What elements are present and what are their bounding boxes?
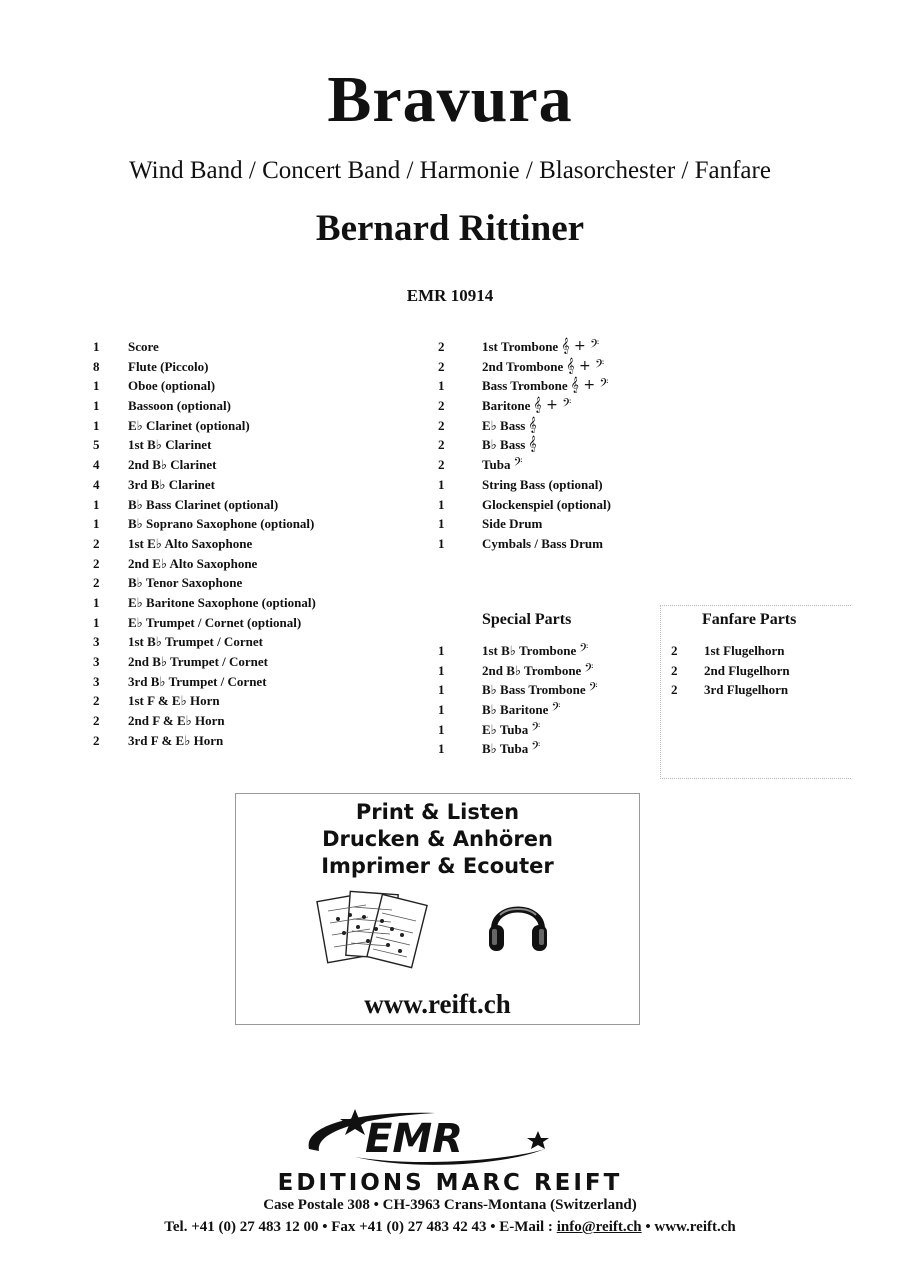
clef-icon: 𝄞 — [528, 436, 537, 453]
part-name: E♭ Baritone Saxophone (optional) — [128, 594, 316, 610]
part-name: 2nd B♭ Clarinet — [128, 457, 217, 473]
fanfare-parts-list — [671, 641, 790, 700]
part-quantity: 1 — [93, 339, 100, 354]
promo-line-print: Print & Listen — [355, 800, 520, 824]
instrument-row — [438, 641, 598, 661]
part-quantity: 4 — [93, 457, 100, 473]
clef-icon: 𝄞 + 𝄢 — [566, 357, 605, 374]
instrument-row — [438, 396, 611, 416]
part-name: Bassoon (optional) — [128, 398, 231, 414]
clef-icon: 𝄢 — [531, 740, 541, 757]
instrument-row — [671, 641, 790, 661]
instrument-row — [93, 554, 316, 574]
part-quantity: 2 — [438, 417, 445, 433]
part-name: 3rd Flugelhorn — [704, 682, 789, 698]
clef-icon: 𝄢 — [579, 642, 589, 658]
part-name: 2nd Flugelhorn — [704, 662, 790, 678]
promo-line-drucken: Drucken & Anhören — [322, 827, 553, 851]
instrument-row — [438, 416, 611, 436]
part-quantity: 1 — [93, 496, 100, 512]
part-name: Cymbals / Bass Drum — [482, 535, 603, 551]
instrument-row — [93, 514, 316, 534]
instrument-row — [93, 495, 316, 515]
part-quantity: 1 — [438, 741, 445, 757]
part-quantity: 1 — [93, 417, 100, 433]
instrument-row — [438, 534, 611, 554]
instrument-row — [93, 731, 316, 751]
instrument-row — [93, 337, 316, 357]
part-name: B♭ Bass Trombone — [482, 682, 586, 698]
part-quantity: 1 — [438, 535, 445, 551]
part-quantity: 1 — [438, 682, 445, 698]
instrument-list-left — [93, 337, 316, 750]
instrument-row — [93, 632, 316, 652]
part-quantity: 1 — [438, 378, 445, 394]
part-quantity: 2 — [93, 693, 100, 709]
part-name: B♭ Tuba — [482, 741, 529, 757]
part-name: 1st Flugelhorn — [704, 643, 785, 658]
catalog-number: EMR 10914 — [406, 286, 494, 305]
part-name: 1st B♭ Clarinet — [128, 437, 212, 453]
instrument-row — [93, 435, 316, 455]
publisher-address: Case Postale 308 • CH-3963 Crans-Montana (Switzerland) — [263, 1197, 637, 1213]
emr-logo-text: EMR — [365, 1116, 463, 1162]
clef-icon: 𝄢 — [513, 456, 523, 473]
instrument-row — [438, 700, 598, 720]
emr-logo — [295, 1105, 565, 1170]
part-quantity: 2 — [671, 662, 678, 678]
instrument-row — [93, 376, 316, 396]
instrument-row — [93, 416, 316, 436]
instrument-row — [93, 613, 316, 633]
part-quantity: 1 — [438, 643, 445, 658]
score-title: Bravura — [327, 63, 573, 136]
instrument-row — [438, 495, 611, 515]
part-quantity: 1 — [438, 516, 445, 532]
part-name: 3rd B♭ Trumpet / Cornet — [128, 673, 267, 689]
instrument-row — [93, 455, 316, 475]
clef-icon: 𝄞 + 𝄢 — [533, 397, 572, 414]
part-name: 1st B♭ Trombone — [482, 643, 577, 658]
part-quantity: 2 — [438, 339, 445, 354]
clef-icon: 𝄢 — [551, 701, 561, 718]
clef-icon: 𝄢 — [588, 681, 598, 698]
part-name: 3rd B♭ Clarinet — [128, 476, 216, 492]
instrument-row — [438, 739, 598, 759]
part-quantity: 3 — [93, 634, 100, 650]
instrument-row — [438, 435, 611, 455]
instrument-row — [438, 337, 611, 357]
instrument-row — [438, 455, 611, 475]
part-name: Tuba — [482, 457, 511, 473]
part-name: E♭ Tuba — [482, 721, 529, 737]
part-name: 1st Trombone — [482, 339, 559, 354]
instrument-row — [671, 680, 790, 700]
instrument-row — [438, 661, 598, 681]
clef-icon: 𝄢 — [531, 720, 541, 737]
part-quantity: 2 — [438, 398, 445, 414]
part-quantity: 2 — [671, 682, 678, 698]
promo-url-link[interactable]: www.reift.ch — [364, 989, 511, 1019]
part-quantity: 2 — [438, 437, 445, 453]
part-quantity: 1 — [438, 662, 445, 678]
part-name: 2nd B♭ Trombone — [482, 662, 582, 678]
part-quantity: 1 — [93, 516, 100, 532]
instrument-row — [438, 357, 611, 377]
instrument-row — [438, 720, 598, 740]
part-name: E♭ Bass — [482, 417, 526, 433]
ensemble-subtitle: Wind Band / Concert Band / Harmonie / Blasorchester / Fanfare — [129, 157, 771, 184]
instrument-row — [93, 396, 316, 416]
instrument-row — [438, 514, 611, 534]
part-name: 3rd F & E♭ Horn — [128, 732, 224, 748]
special-parts-list — [438, 641, 598, 759]
part-quantity: 1 — [93, 378, 100, 394]
part-name: 2nd Trombone — [482, 358, 564, 374]
part-name: Side Drum — [482, 516, 543, 532]
part-name: B♭ Baritone — [482, 702, 549, 718]
part-quantity: 1 — [93, 614, 100, 630]
clef-icon: 𝄞 + 𝄢 — [561, 338, 600, 354]
part-quantity: 4 — [93, 476, 100, 492]
instrument-row — [93, 475, 316, 495]
instrument-row — [93, 573, 316, 593]
part-quantity: 2 — [93, 535, 100, 551]
instrument-row — [93, 593, 316, 613]
part-quantity: 1 — [438, 496, 445, 512]
publisher-name: EDITIONS MARC REIFT — [277, 1170, 623, 1196]
special-parts-heading: Special Parts — [482, 611, 572, 628]
part-quantity: 3 — [93, 673, 100, 689]
part-quantity: 1 — [93, 594, 100, 610]
part-quantity: 8 — [93, 358, 100, 374]
clef-icon: 𝄞 — [528, 416, 537, 433]
part-quantity: 1 — [93, 398, 100, 414]
part-name: Glockenspiel (optional) — [482, 496, 611, 512]
part-quantity: 2 — [93, 575, 100, 591]
part-quantity: 3 — [93, 654, 100, 669]
part-name: B♭ Soprano Saxophone (optional) — [128, 516, 315, 532]
email-link[interactable]: info@reift.ch — [556, 1219, 642, 1235]
part-name: B♭ Bass Clarinet (optional) — [128, 496, 279, 512]
instrument-row — [438, 376, 611, 396]
part-name: 1st E♭ Alto Saxophone — [128, 535, 253, 551]
part-quantity: 1 — [438, 702, 445, 718]
part-name: Baritone — [482, 398, 531, 414]
part-name: 2nd E♭ Alto Saxophone — [128, 555, 258, 571]
part-name: String Bass (optional) — [482, 476, 603, 492]
instrument-row — [671, 661, 790, 681]
part-name: 2nd B♭ Trumpet / Cornet — [128, 654, 268, 669]
clef-icon: 𝄞 + 𝄢 — [570, 377, 609, 394]
instrument-row — [438, 680, 598, 700]
part-name: B♭ Bass — [482, 437, 526, 453]
part-quantity: 5 — [93, 437, 100, 453]
part-quantity: 1 — [438, 476, 445, 492]
part-name: B♭ Tenor Saxophone — [128, 575, 243, 591]
part-name: Flute (Piccolo) — [128, 358, 209, 374]
sheet-music-icon — [316, 889, 431, 974]
fanfare-parts-heading: Fanfare Parts — [702, 611, 797, 628]
instrument-list-right — [438, 337, 611, 554]
instrument-row — [93, 672, 316, 692]
part-name: 1st F & E♭ Horn — [128, 693, 220, 709]
instrument-row — [93, 691, 316, 711]
clef-icon: 𝄢 — [584, 661, 594, 678]
part-name: 2nd F & E♭ Horn — [128, 713, 225, 729]
instrument-row — [93, 534, 316, 554]
part-quantity: 1 — [438, 721, 445, 737]
part-quantity: 2 — [93, 555, 100, 571]
part-name: Oboe (optional) — [128, 378, 216, 394]
part-name: E♭ Clarinet (optional) — [128, 417, 250, 433]
part-name: Score — [128, 339, 159, 354]
part-quantity: 2 — [93, 732, 100, 748]
part-quantity: 2 — [438, 358, 445, 374]
part-name: 1st B♭ Trumpet / Cornet — [128, 634, 263, 650]
publisher-contact — [0, 1219, 900, 1236]
part-quantity: 2 — [671, 643, 678, 658]
headphones-icon — [486, 889, 550, 959]
print-listen-box[interactable] — [235, 793, 640, 1025]
instrument-row — [93, 711, 316, 731]
composer-name: Bernard Rittiner — [315, 208, 585, 249]
instrument-row — [438, 475, 611, 495]
part-name: Bass Trombone — [482, 378, 568, 394]
instrument-row — [93, 652, 316, 672]
promo-line-imprimer: Imprimer & Ecouter — [321, 854, 554, 878]
contact-website: • www.reift.ch — [641, 1219, 736, 1235]
part-name: E♭ Trumpet / Cornet (optional) — [128, 614, 302, 630]
part-quantity: 2 — [438, 457, 445, 473]
part-quantity: 2 — [93, 713, 100, 729]
instrument-row — [93, 357, 316, 377]
contact-phone-fax: Tel. +41 (0) 27 483 12 00 • Fax +41 (0) 27 483 42 43 • E-Mail : — [164, 1219, 557, 1235]
